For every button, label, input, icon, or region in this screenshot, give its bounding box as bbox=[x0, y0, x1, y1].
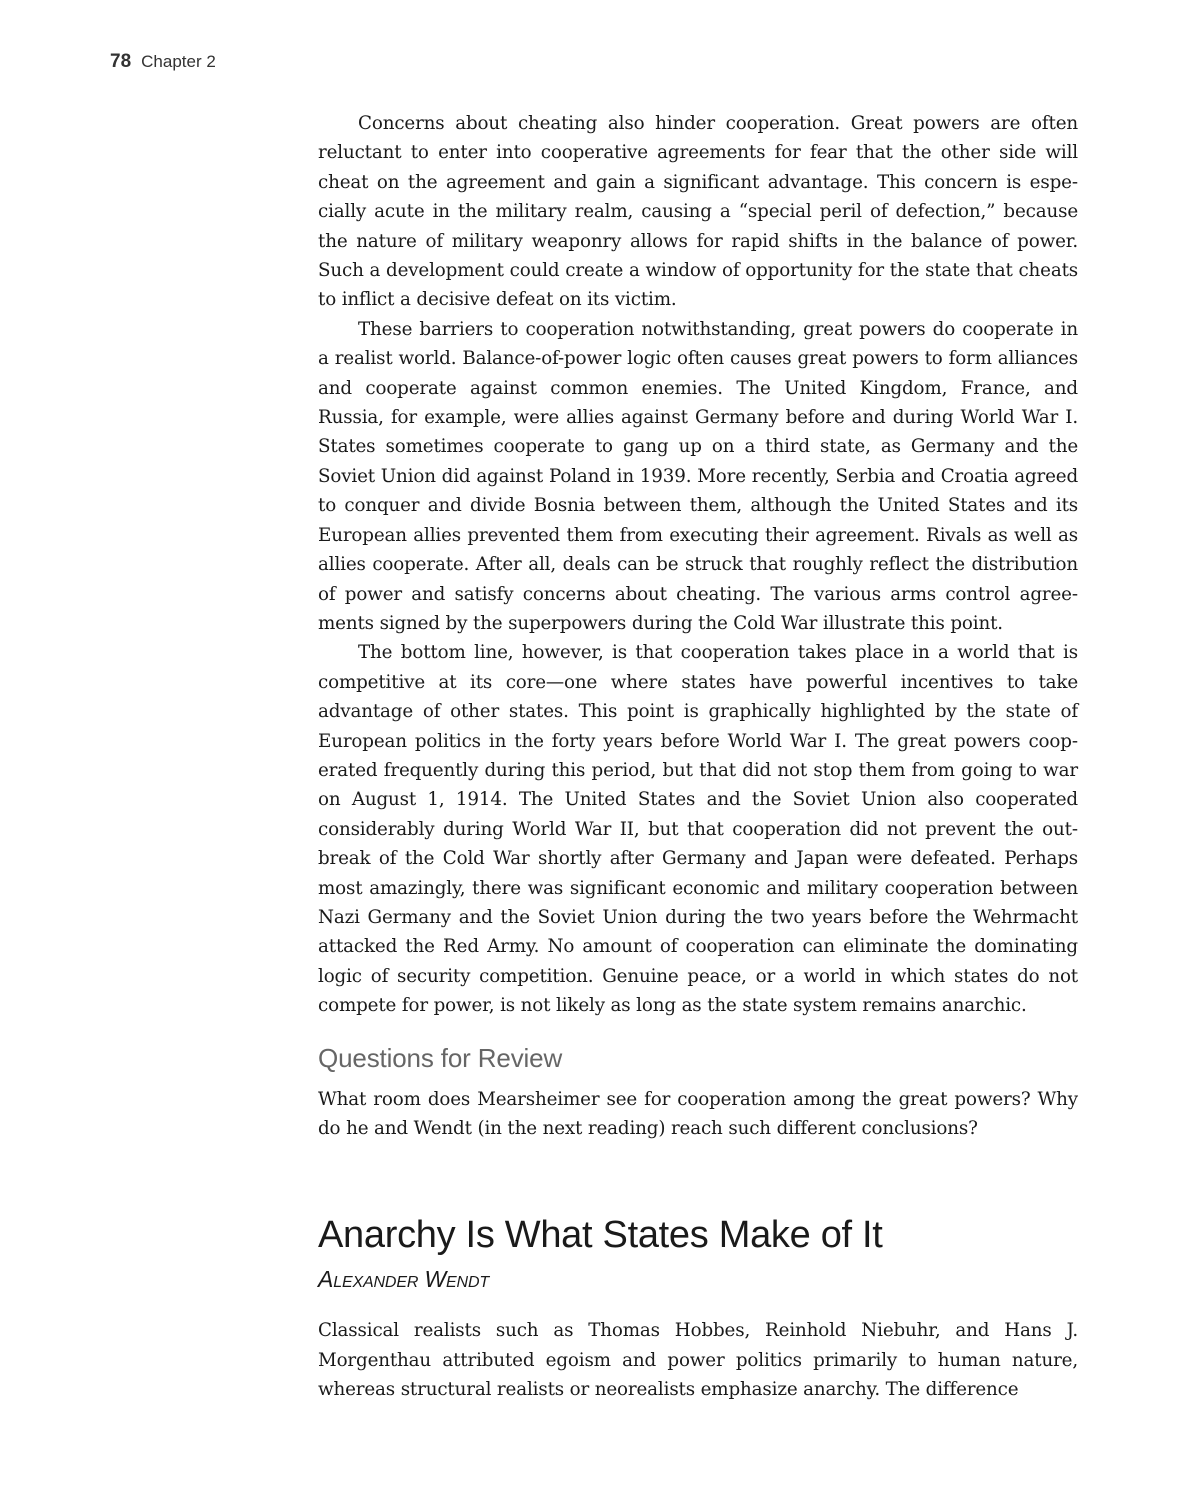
running-head bbox=[110, 51, 216, 73]
review-heading: Questions for Review bbox=[318, 1042, 563, 1073]
text-column bbox=[318, 109, 1078, 1405]
body-paragraph: Concerns about cheating also hinder cooperation. Great powers are often reluctant to enter into cooperative agreements for fear that the other side will cheat on the agreement and gain a significant advantage. This concern is especially acute in the military realm, causing a “special peril of defection,” because the nature of military weaponry allows for rapid shifts in the balance of power. Such a development could create a window of opportunity for the state that cheats to inflict a decisive defeat on its victim. bbox=[318, 113, 1078, 311]
body-paragraph: The bottom line, however, is that cooperation takes place in a world that is competitive at its core—one where states have powerful incentives to take advantage of other states. This point is graphically highlighted by the state of European politics in the forty years before World War I. The great powers cooperated frequently during this period, but that did not stop them from going to war on August 1, 1914. The United States and the Soviet Union also cooperated considerably during World War II, but that cooperation did not prevent the outbreak of the Cold War shortly after Germany and Japan were defeated. Perhaps most amazingly, there was significant economic and military cooperation between Nazi Germany and the Soviet Union during the two years before the Wehrmacht attacked the Red Army. No amount of cooperation can eliminate the dominating logic of security competition. Genuine peace, or a world in which states do not compete for power, is not likely as long as the state system remains anarchic. bbox=[318, 642, 1078, 1017]
review-question: What room does Mearsheimer see for cooperation among the great powers? Why do he and Wendt (in the next reading) reach such different conclusions? bbox=[318, 1088, 1078, 1139]
article-author: Alexander Wendt bbox=[318, 1266, 489, 1293]
body-paragraph: These barriers to cooperation notwithstanding, great powers do cooperate in a realist world. Balance-of-power logic often causes great powers to form alliances and cooperate against common enemies. The United Kingdom, France, and Russia, for example, were allies against Germany before and during World War I. States sometimes cooperate to gang up on a third state, as Germany and the Soviet Union did against Poland in 1939. More recently, Serbia and Croatia agreed to conquer and divide Bosnia between them, although the United States and its European allies prevented them from executing their agreement. Rivals as well as allies cooperate. After all, deals can be struck that roughly reflect the distribution of power and satisfy concerns about cheating. The various arms control agreements signed by the superpowers during the Cold War illustrate this point. bbox=[318, 318, 1078, 634]
article-title: Anarchy Is What States Make of It bbox=[318, 1214, 883, 1257]
article-opening-paragraph: Classical realists such as Thomas Hobbes, Reinhold Niebuhr, and Hans J. Morgenthau attributed egoism and power politics primarily to human nature, whereas structural realists or neorealists emphasize anarchy. The difference bbox=[318, 1320, 1078, 1401]
chapter-label: Chapter 2 bbox=[141, 52, 216, 71]
page-number: 78 bbox=[110, 51, 132, 72]
